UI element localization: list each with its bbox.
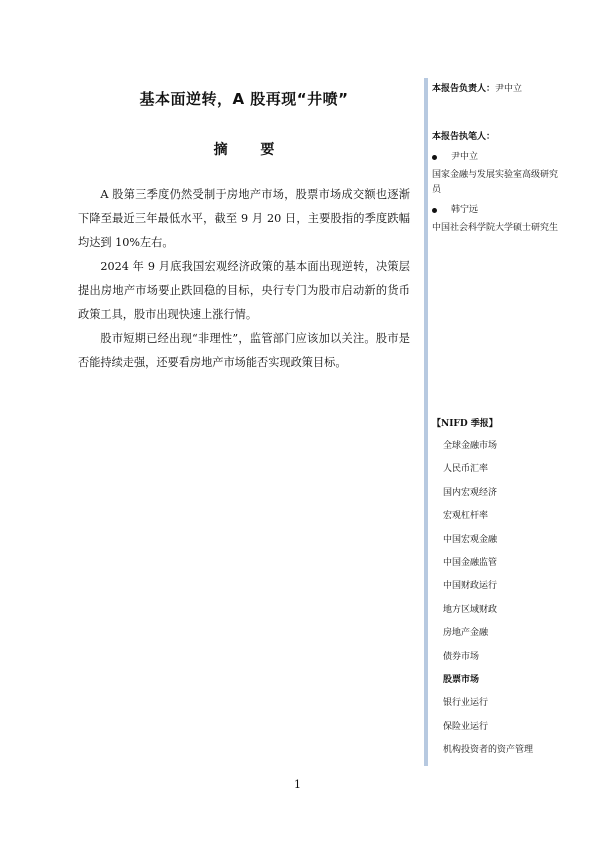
responsible-name: 尹中立	[495, 84, 523, 94]
sidebar	[432, 82, 562, 236]
authors-label: 本报告执笔人：	[432, 132, 496, 142]
abstract-heading: 摘 要	[213, 142, 289, 158]
series-item-banking[interactable]: 银行业运行	[443, 698, 489, 709]
sidebar-divider	[424, 78, 428, 766]
main-content	[78, 78, 410, 375]
page-number: 1	[294, 778, 301, 791]
series-item-rmb-exchange[interactable]: 人民币汇率	[443, 464, 489, 475]
author-1-name: 尹中立	[451, 152, 479, 162]
series-item-stock-market[interactable]: 股票市场	[443, 675, 480, 686]
series-item-financial-regulation[interactable]: 中国金融监管	[443, 558, 498, 569]
series-item-asset-management[interactable]: 机构投资者的资产管理	[443, 745, 534, 756]
abstract-paragraph-3: 股市短期已经出现“非理性”，监管部门应该加以关注。股市是否能持续走强，还要看房地产市场能否实现政策目标。	[78, 332, 410, 369]
bullet-icon	[432, 208, 437, 213]
series-item-fiscal-operation[interactable]: 中国财政运行	[443, 581, 498, 592]
series-title: 【NIFD 季报】	[432, 419, 498, 429]
series-item-china-macro-finance[interactable]: 中国宏观金融	[443, 534, 498, 545]
author-2-name: 韩宁远	[451, 205, 479, 215]
author-2	[432, 203, 562, 218]
bullet-icon	[432, 155, 437, 160]
author-1	[432, 150, 562, 165]
author-1-affiliation: 国家金融与发展实验室高级研究员	[432, 170, 559, 195]
series-item-macro-leverage[interactable]: 宏观杠杆率	[443, 511, 489, 522]
author-2-affiliation: 中国社会科学院大学硕士研究生	[432, 223, 559, 233]
series-item-real-estate-finance[interactable]: 房地产金融	[443, 628, 489, 639]
series-item-bond-market[interactable]: 债券市场	[443, 651, 480, 662]
series-item-local-fiscal[interactable]: 地方区域财政	[443, 604, 498, 615]
responsible-row	[432, 82, 562, 97]
series-item-domestic-macro[interactable]: 国内宏观经济	[443, 487, 498, 498]
abstract-paragraph-2: 2024 年 9 月底我国宏观经济政策的基本面出现逆转，决策层提出房地产市场要止跌回稳的目标，央行专门为股市启动新的货币政策工具，股市出现快速上涨行情。	[78, 260, 410, 321]
report-title: 基本面逆转，A 股再现“井喷”	[139, 90, 349, 108]
series-item-global-markets[interactable]: 全球金融市场	[443, 441, 498, 451]
abstract-paragraph-1: A 股第三季度仍然受制于房地产市场，股票市场成交额也逐渐下降至最近三年最低水平，截至 9 月 20 日，主要股指的季度跌幅均达到 10%左右。	[78, 188, 410, 249]
responsible-label: 本报告负责人：	[432, 84, 496, 94]
series-item-insurance[interactable]: 保险业运行	[443, 721, 489, 732]
series-list	[432, 416, 562, 763]
